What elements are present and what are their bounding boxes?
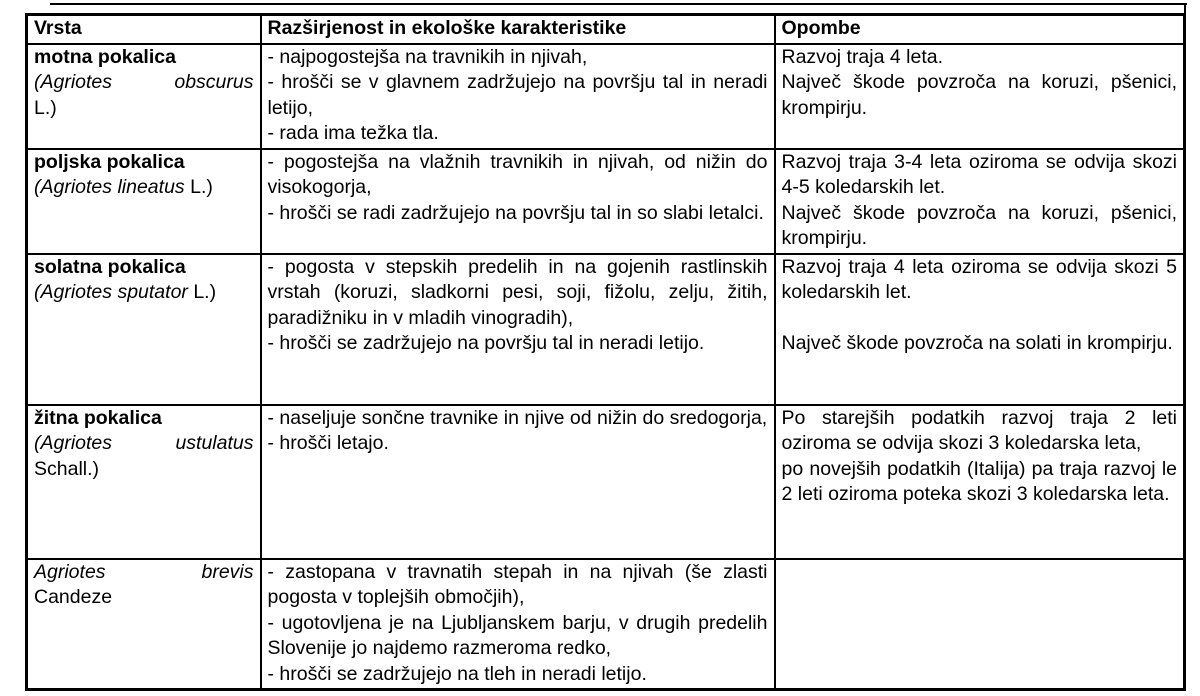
bullet-item: - zastopana v travnatih stepah in na njivah (še zlasti pogosta v toplejših območjih), (267, 560, 768, 608)
table-row (27, 254, 1185, 405)
note-paragraph: po novejših podatkih (Italija) pa traja razvoj le 2 leti oziroma poteka skozi 3 koledarska leta. (781, 457, 1177, 505)
bullet-item: - rada ima težka tla. (267, 122, 439, 144)
note-paragraph: Največ škode povzroča na koruzi, pšenici, krompirju. (781, 201, 1177, 249)
species-latin-name: (Agriotes ustulatus (34, 432, 254, 454)
note-paragraph: Razvoj traja 4 leta. (781, 45, 943, 68)
characteristics-cell (261, 44, 775, 149)
bullet-item: - hrošči letajo. (267, 432, 389, 454)
table-row (27, 405, 1185, 559)
note-paragraph: Razvoj traja 4 leta oziroma se odvija skozi 5 koledarskih let. (781, 255, 1177, 303)
species-author: L.) (190, 176, 213, 198)
bullet-item: - hrošči se zadržujejo na površju tal in neradi letijo. (267, 332, 705, 354)
species-common-name: motna pokalica (34, 45, 176, 68)
species-author: Schall.) (34, 457, 100, 480)
species-common-name: žitna pokalica (34, 406, 162, 429)
note-paragraph-blank (782, 306, 1178, 332)
characteristics-cell (261, 559, 775, 690)
header-row (27, 15, 1185, 44)
note-paragraph: Po starejših podatkih razvoj traja 2 leti oziroma se odvija skozi 3 koledarska leta, (781, 406, 1177, 454)
column-header-opombe: Opombe (775, 15, 1185, 44)
species-latin-name: Agriotes brevis (34, 560, 254, 583)
note-paragraph: Največ škode povzroča na solati in krompirju. (781, 332, 1173, 354)
note-paragraph: Največ škode povzroča na koruzi, pšenici, krompirju. (781, 71, 1177, 119)
notes-cell-empty (775, 559, 1185, 690)
species-latin-name: (Agriotes obscurus (34, 71, 254, 93)
species-cell (27, 559, 261, 690)
column-header-razsirjenost: Razširjenost in ekološke karakteristike (261, 15, 775, 44)
bullet-item: - najpogostejša na travnikih in njivah, (267, 45, 588, 68)
species-latin-name: (Agriotes sputator L.) (34, 281, 217, 303)
species-cell (27, 254, 261, 405)
bullet-item: - hrošči se radi zadržujejo na površju tal in so slabi letalci. (267, 201, 764, 224)
top-rule-horizontal (50, 3, 1187, 5)
species-common-name: poljska pokalica (34, 150, 185, 173)
bullet-item: - pogosta v stepskih predelih in na gojenih rastlinskih vrstah (koruzi, sladkorni pesi, soji, fižolu, zelju, žitih, paradižniku in v mladih vinogradih), (267, 255, 768, 329)
notes-cell (775, 405, 1185, 559)
species-cell (27, 149, 261, 254)
characteristics-cell (261, 149, 775, 254)
bullet-item: - pogostejša na vlažnih travnikih in njivah, od nižin do visokogorja, (267, 150, 768, 198)
bullet-item: - naseljuje sončne travnike in njive od nižin do sredogorja, (267, 406, 768, 429)
table-row (27, 44, 1185, 149)
species-table (25, 13, 1186, 691)
species-author: Candeze (34, 586, 113, 608)
note-paragraph: Razvoj traja 3-4 leta oziroma se odvija skozi 4-5 koledarskih let. (781, 150, 1177, 198)
species-latin-name: (Agriotes lineatus L.) (34, 176, 213, 198)
bullet-item: - ugotovljena je na Ljubljanskem barju, v drugih predelih Slovenije jo najdemo razmeroma redko, (267, 611, 768, 659)
characteristics-cell (261, 254, 775, 405)
column-header-vrsta: Vrsta (27, 15, 261, 44)
table-row (27, 149, 1185, 254)
bullet-item: - hrošči se v glavnem zadržujejo na površju tal in neradi letijo, (267, 71, 768, 119)
species-author: L.) (34, 96, 57, 119)
species-common-name: solatna pokalica (34, 255, 186, 278)
table-row (27, 559, 1185, 690)
characteristics-cell (261, 405, 775, 559)
bullet-item: - hrošči se zadržujejo na tleh in neradi letijo. (267, 662, 647, 685)
species-cell (27, 405, 261, 559)
notes-cell (775, 149, 1185, 254)
notes-cell (775, 44, 1185, 149)
species-author: L.) (193, 281, 217, 303)
species-cell (27, 44, 261, 149)
notes-cell (775, 254, 1185, 405)
